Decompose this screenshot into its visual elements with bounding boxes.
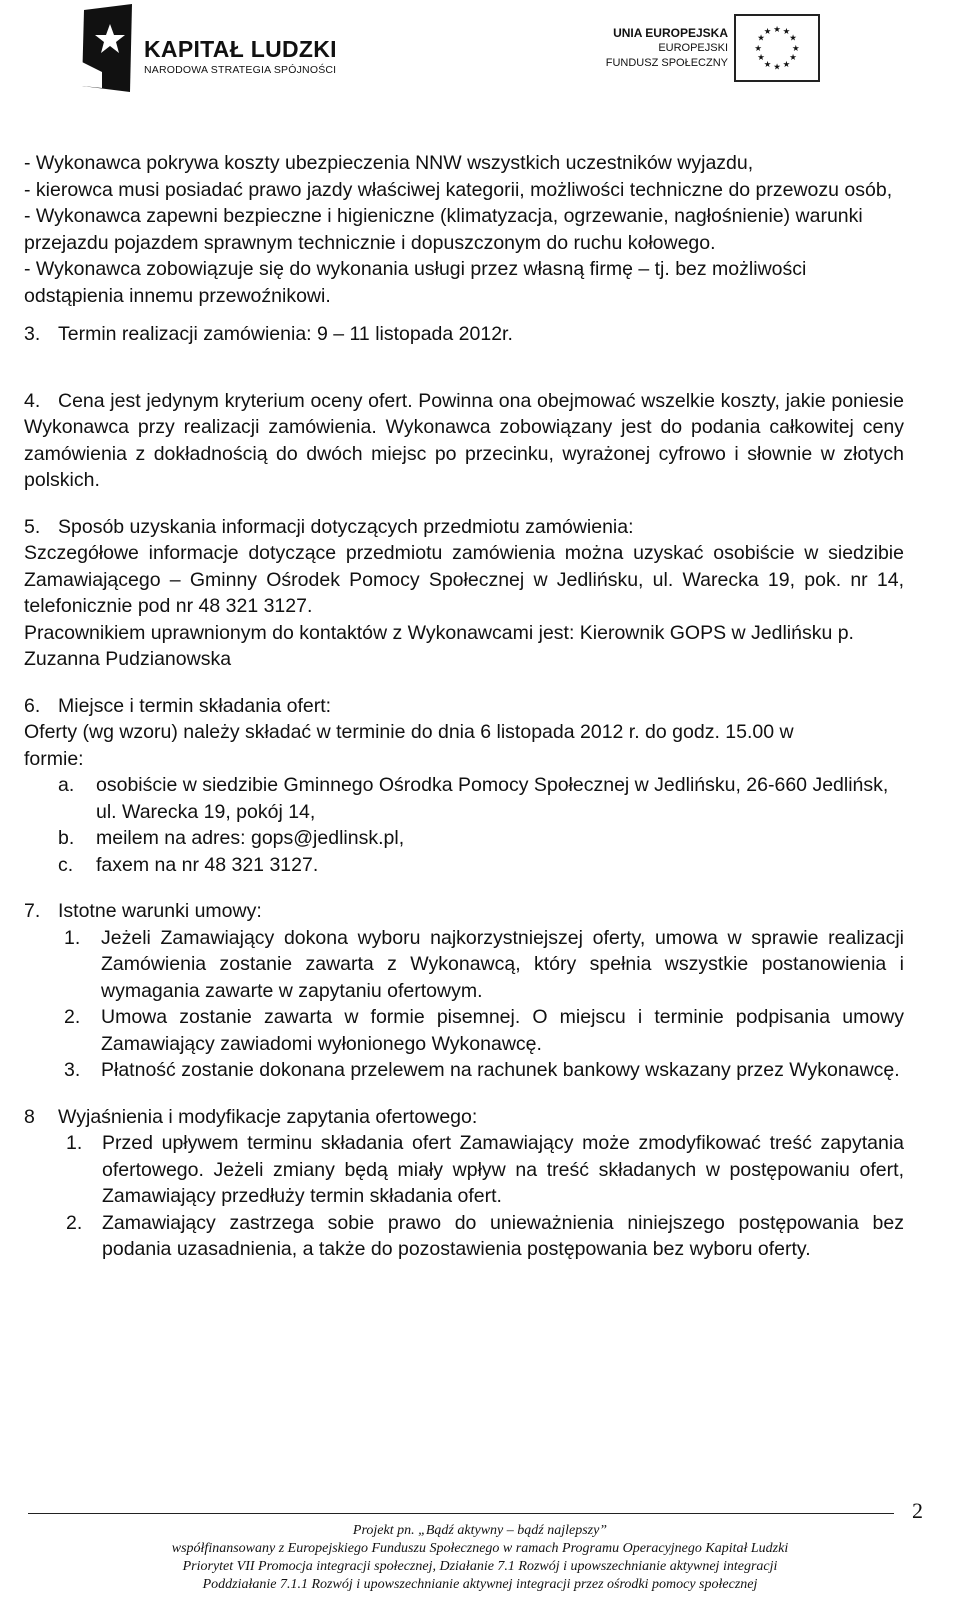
bullet-item: - Wykonawca pokrywa koszty ubezpieczenia NNW wszystkich uczestników wyjazdu,	[24, 152, 754, 174]
page-footer	[40, 1522, 920, 1594]
list-text: Zamawiający zastrzega sobie prawo do unieważnienia niniejszego postępowania bez podania uzasadnienia, a także do pozostawienia postępowania bez wyboru oferty.	[102, 1211, 904, 1260]
list-marker: b.	[58, 827, 75, 849]
list-marker: 3.	[64, 1059, 81, 1081]
section-paragraph: Szczegółowe informacje dotyczące przedmiotu zamówienia można uzyskać osobiście w siedzibie Zamawiającego – Gminny Ośrodek Pomocy Społecznej w Jedlińsku, ul. Warecka 19, pok. nr 14, telefonicznie pod nr 48 321 3127.	[24, 542, 904, 617]
section-4	[24, 388, 904, 494]
list-item	[58, 825, 904, 852]
footer-line: Priorytet VII Promocja integracji społecznej, Działanie 7.1 Rozwój i upowszechnianie aktywnej integracji	[182, 1559, 778, 1574]
bullet-item: - Wykonawca zapewni bezpieczne i higieniczne (klimatyzacja, ogrzewanie, nagłośnienie) warunki przejazdu pojazdem sprawnym technicznie i dopuszczonym do ruchu kołowego.	[24, 205, 863, 254]
list-text: osobiście w siedzibie Gminnego Ośrodka Pomocy Społecznej w Jedlińsku, 26-660 Jedlińsk, ul. Warecka 19, pokój 14,	[96, 774, 889, 823]
document-body	[24, 150, 904, 1263]
list-item	[58, 772, 904, 825]
section-number: 6.	[24, 694, 41, 717]
footer-divider	[28, 1513, 894, 1514]
eu-logo-line2: EUROPEJSKI	[658, 42, 728, 54]
list-marker: 1.	[66, 1132, 83, 1154]
bullet-list	[24, 150, 904, 309]
footer-line: współfinansowany z Europejskiego Funduszu Społecznego w ramach Programu Operacyjnego Kapitał Ludzki	[171, 1541, 789, 1556]
list-marker: 1.	[64, 926, 81, 949]
svg-text:★: ★	[763, 58, 772, 69]
kapital-ludzki-title: KAPITAŁ LUDZKI	[144, 36, 337, 62]
section-3	[24, 321, 904, 348]
section-number: 7.	[24, 900, 41, 922]
section-paragraph: Oferty (wg wzoru) należy składać w terminie do dnia 6 listopada 2012 r. do godz. 15.00 w formie:	[24, 721, 794, 770]
section-heading: Istotne warunki umowy:	[58, 900, 262, 922]
svg-text:★: ★	[792, 42, 800, 53]
footer-line: Poddziałanie 7.1.1 Rozwój i upowszechnianie aktywnej integracji przez ośrodki pomocy społecznej	[202, 1577, 758, 1592]
list-text: faxem na nr 48 321 3127.	[96, 853, 319, 876]
section-text: Cena jest jedynym kryterium oceny ofert. Powinna ona obejmować wszelkie koszty, jakie poniesie Wykonawca przy realizacji zamówienia. Wykonawca zobowiązany jest do podania całkowitej ceny zamówienia z dokładnością do dwóch miejsc po przecinku, wyrażonej cyfrowo i słownie w złotych polskich.	[24, 389, 904, 491]
footer-line: Projekt pn. „Bądź aktywny – bądź najlepszy”	[352, 1523, 608, 1538]
bullet-item: - Wykonawca zobowiązuje się do wykonania usługi przez własną firmę – tj. bez możliwości odstąpienia innemu przewoźnikowi.	[24, 258, 807, 307]
eu-flag-icon	[734, 14, 820, 82]
section-number: 4.	[24, 389, 41, 412]
list-item	[58, 1057, 904, 1084]
svg-text:★: ★	[773, 61, 781, 72]
list-marker: 2.	[64, 1006, 81, 1028]
section-heading: Wyjaśnienia i modyfikacje zapytania ofertowego:	[58, 1105, 478, 1128]
eu-logo-line1: UNIA EUROPEJSKA	[613, 26, 728, 40]
list-text: meilem na adres: gops@jedlinsk.pl,	[96, 827, 405, 849]
page-number: 2	[912, 1498, 923, 1523]
section-5	[24, 514, 904, 673]
list-item	[58, 1210, 904, 1263]
svg-text:★: ★	[789, 52, 797, 63]
svg-text:★: ★	[782, 58, 791, 69]
list-marker: c.	[58, 853, 74, 876]
list-text: Umowa zostanie zawarta w formie pisemnej. O miejscu i terminie podpisania umowy Zamawiający zawiadomi wyłonionego Wykonawcę.	[101, 1006, 904, 1055]
page-header	[0, 0, 960, 100]
kapital-ludzki-emblem-icon	[78, 2, 138, 94]
section-number: 5.	[24, 515, 41, 538]
section-number: 8	[24, 1105, 35, 1128]
list-marker: a.	[58, 774, 75, 796]
svg-text:★: ★	[789, 32, 797, 43]
section-text: Termin realizacji zamówienia: 9 – 11 listopada 2012r.	[58, 323, 513, 345]
kapital-ludzki-subtitle: NARODOWA STRATEGIA SPÓJNOŚCI	[144, 64, 337, 76]
list-marker: 2.	[66, 1211, 83, 1234]
section-6	[24, 693, 904, 879]
list-item	[58, 852, 904, 879]
eu-fund-logo	[590, 14, 820, 84]
section-heading: Sposób uzyskania informacji dotyczących przedmiotu zamówienia:	[58, 515, 634, 538]
eu-logo-text	[606, 26, 728, 71]
svg-text:★: ★	[754, 42, 762, 53]
section-number: 3.	[24, 323, 41, 345]
section-heading: Miejsce i termin składania ofert:	[58, 694, 332, 717]
list-text: Przed upływem terminu składania ofert Zamawiający może zmodyfikować treść zapytania ofertowego. Jeżeli zmiany będą miały wpływ na treść składanych w postępowaniu ofert, Zamawiający przedłuży termin składania ofert.	[102, 1132, 904, 1207]
kapital-ludzki-logo	[78, 2, 378, 94]
eu-logo-line3: FUNDUSZ SPOŁECZNY	[605, 57, 728, 69]
list-text: Płatność zostanie dokonana przelewem na rachunek bankowy wskazany przez Wykonawcę.	[101, 1059, 900, 1081]
svg-text:★: ★	[757, 32, 765, 43]
svg-text:★: ★	[773, 24, 781, 34]
list-text: Jeżeli Zamawiający dokona wyboru najkorzystniejszej oferty, umowa w sprawie realizacji Zamówienia zostanie zawarta z Wykonawcą, który spełnia wszystkie postanowienia i wymagania zawarte w zapytaniu ofertowym.	[101, 926, 904, 1002]
section-paragraph: Pracownikiem uprawnionym do kontaktów z Wykonawcami jest: Kierownik GOPS w Jedlińsku p. Zuzanna Pudzianowska	[24, 621, 854, 670]
list-item	[58, 1004, 904, 1057]
list-item	[58, 1130, 904, 1210]
svg-text:★: ★	[763, 25, 772, 36]
section-7	[24, 898, 904, 1084]
list-item	[58, 925, 904, 1005]
bullet-item: - kierowca musi posiadać prawo jazdy właściwej kategorii, możliwości techniczne do przewozu osób,	[24, 178, 893, 201]
svg-text:★: ★	[782, 25, 791, 36]
svg-text:★: ★	[757, 52, 765, 63]
section-8	[24, 1104, 904, 1263]
